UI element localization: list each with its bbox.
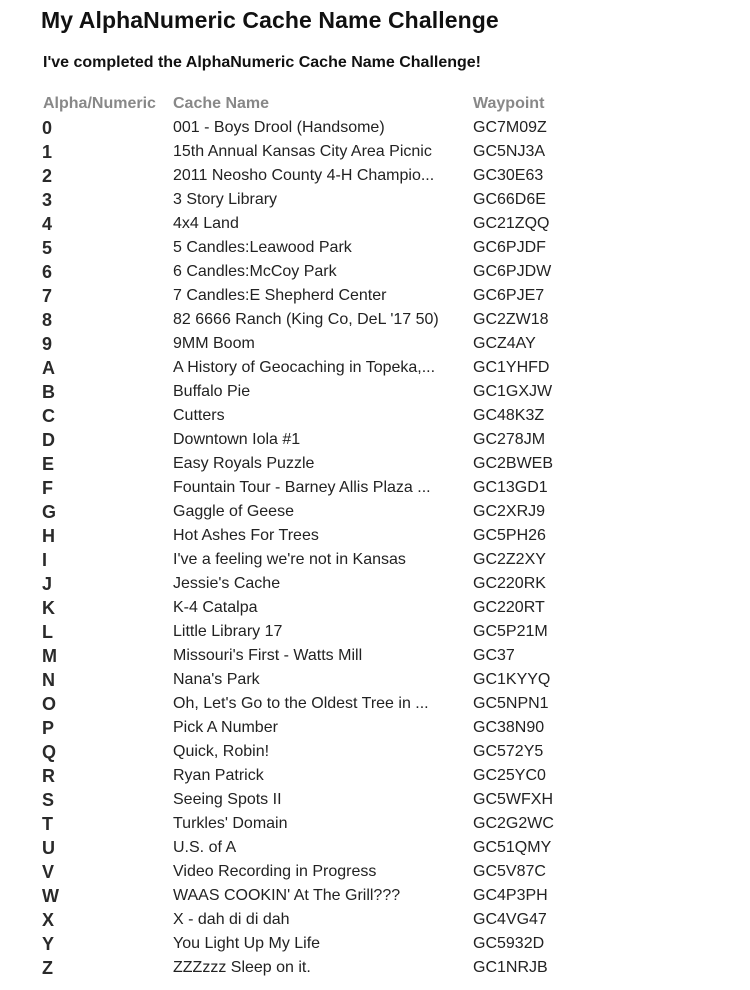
row-waypoint: GCZ4AY bbox=[473, 335, 536, 352]
table-row bbox=[0, 404, 750, 428]
row-character: 1 bbox=[42, 142, 53, 162]
row-waypoint: GC6PJDF bbox=[473, 239, 546, 256]
row-waypoint: GC5PH26 bbox=[473, 527, 546, 544]
row-character: 0 bbox=[42, 118, 53, 138]
row-cache-name: You Light Up My Life bbox=[173, 935, 321, 952]
cache-table-body bbox=[0, 116, 750, 980]
row-character: A bbox=[42, 358, 55, 378]
table-row bbox=[0, 716, 750, 740]
table-row bbox=[0, 380, 750, 404]
row-character: S bbox=[42, 790, 55, 810]
row-waypoint: GC7M09Z bbox=[473, 119, 547, 136]
row-character: O bbox=[42, 694, 57, 714]
row-cache-name: ZZZzzz Sleep on it. bbox=[173, 959, 311, 976]
row-cache-name: X - dah di di dah bbox=[173, 911, 290, 928]
row-cache-name: 9MM Boom bbox=[173, 335, 255, 352]
row-cache-name: Fountain Tour - Barney Allis Plaza ... bbox=[173, 479, 431, 496]
row-cache-name: Missouri's First - Watts Mill bbox=[173, 647, 363, 664]
row-waypoint: GC2XRJ9 bbox=[473, 503, 546, 520]
row-cache-name: Little Library 17 bbox=[173, 623, 283, 640]
row-character: 8 bbox=[42, 310, 53, 330]
row-cache-name: U.S. of A bbox=[173, 839, 237, 856]
row-character: I bbox=[42, 550, 48, 570]
row-cache-name: 6 Candles:McCoy Park bbox=[173, 263, 337, 280]
table-row bbox=[0, 356, 750, 380]
row-waypoint: GC1GXJW bbox=[473, 383, 553, 400]
table-row bbox=[0, 932, 750, 956]
row-waypoint: GC5932D bbox=[473, 935, 545, 952]
header-cache-name: Cache Name bbox=[173, 95, 270, 112]
row-cache-name: A History of Geocaching in Topeka,... bbox=[173, 359, 436, 376]
row-character: U bbox=[42, 838, 55, 858]
row-character: 4 bbox=[42, 214, 53, 234]
row-cache-name: Downtown Iola #1 bbox=[173, 431, 301, 448]
row-waypoint: GC1KYYQ bbox=[473, 671, 551, 688]
row-character: Y bbox=[42, 934, 55, 954]
row-cache-name: 3 Story Library bbox=[173, 191, 278, 208]
row-cache-name: Jessie's Cache bbox=[173, 575, 281, 592]
row-cache-name: Cutters bbox=[173, 407, 225, 424]
row-cache-name: Gaggle of Geese bbox=[173, 503, 294, 520]
row-character: E bbox=[42, 454, 55, 474]
table-row bbox=[0, 956, 750, 980]
row-character: 2 bbox=[42, 166, 53, 186]
row-character: R bbox=[42, 766, 55, 786]
row-waypoint: GC6PJDW bbox=[473, 263, 552, 280]
row-waypoint: GC13GD1 bbox=[473, 479, 548, 496]
row-cache-name: K-4 Catalpa bbox=[173, 599, 258, 616]
row-character: D bbox=[42, 430, 55, 450]
table-row bbox=[0, 740, 750, 764]
row-character: T bbox=[42, 814, 53, 834]
table-row bbox=[0, 884, 750, 908]
table-row bbox=[0, 524, 750, 548]
row-character: M bbox=[42, 646, 57, 666]
row-waypoint: GC5NPN1 bbox=[473, 695, 549, 712]
page-title: My AlphaNumeric Cache Name Challenge bbox=[41, 7, 499, 33]
row-waypoint: GC5WFXH bbox=[473, 791, 553, 808]
row-waypoint: GC5NJ3A bbox=[473, 143, 546, 160]
row-cache-name: I've a feeling we're not in Kansas bbox=[173, 551, 406, 568]
table-header bbox=[0, 94, 750, 114]
table-row bbox=[0, 428, 750, 452]
row-character: Q bbox=[42, 742, 57, 762]
table-row bbox=[0, 212, 750, 236]
row-cache-name: 2011 Neosho County 4-H Champio... bbox=[173, 167, 435, 184]
table-row bbox=[0, 188, 750, 212]
row-waypoint: GC48K3Z bbox=[473, 407, 545, 424]
row-waypoint: GC38N90 bbox=[473, 719, 545, 736]
table-row bbox=[0, 500, 750, 524]
row-character: L bbox=[42, 622, 53, 642]
table-row bbox=[0, 668, 750, 692]
row-cache-name: 5 Candles:Leawood Park bbox=[173, 239, 352, 256]
row-waypoint: GC25YC0 bbox=[473, 767, 546, 784]
table-row bbox=[0, 788, 750, 812]
table-row bbox=[0, 644, 750, 668]
row-cache-name: Seeing Spots II bbox=[173, 791, 282, 808]
header-alpha-numeric: Alpha/Numeric bbox=[43, 95, 156, 112]
row-character: F bbox=[42, 478, 53, 498]
row-character: 5 bbox=[42, 238, 53, 258]
row-character: G bbox=[42, 502, 57, 522]
row-waypoint: GC21ZQQ bbox=[473, 215, 550, 232]
row-cache-name: 7 Candles:E Shepherd Center bbox=[173, 287, 387, 304]
table-row bbox=[0, 548, 750, 572]
row-waypoint: GC30E63 bbox=[473, 167, 544, 184]
row-cache-name: Turkles' Domain bbox=[173, 815, 288, 832]
row-character: K bbox=[42, 598, 55, 618]
row-cache-name: Buffalo Pie bbox=[173, 383, 251, 400]
row-cache-name: Nana's Park bbox=[173, 671, 260, 688]
row-character: 7 bbox=[42, 286, 53, 306]
table-row bbox=[0, 308, 750, 332]
row-character: 6 bbox=[42, 262, 53, 282]
row-waypoint: GC2BWEB bbox=[473, 455, 554, 472]
table-row bbox=[0, 860, 750, 884]
row-cache-name: Quick, Robin! bbox=[173, 743, 270, 760]
row-waypoint: GC572Y5 bbox=[473, 743, 544, 760]
row-character: V bbox=[42, 862, 55, 882]
table-row bbox=[0, 164, 750, 188]
table-row bbox=[0, 236, 750, 260]
table-row bbox=[0, 140, 750, 164]
row-waypoint: GC6PJE7 bbox=[473, 287, 545, 304]
table-row bbox=[0, 452, 750, 476]
row-cache-name: Easy Royals Puzzle bbox=[173, 455, 315, 472]
table-row bbox=[0, 812, 750, 836]
row-cache-name: 82 6666 Ranch (King Co, DeL '17 50) bbox=[173, 311, 439, 328]
table-row bbox=[0, 476, 750, 500]
row-character: W bbox=[42, 886, 59, 906]
row-waypoint: GC5P21M bbox=[473, 623, 548, 640]
row-waypoint: GC1YHFD bbox=[473, 359, 550, 376]
row-waypoint: GC5V87C bbox=[473, 863, 546, 880]
row-waypoint: GC1NRJB bbox=[473, 959, 548, 976]
row-waypoint: GC37 bbox=[473, 647, 515, 664]
row-cache-name: 4x4 Land bbox=[173, 215, 239, 232]
row-cache-name: Ryan Patrick bbox=[173, 767, 264, 784]
table-row bbox=[0, 692, 750, 716]
row-waypoint: GC220RK bbox=[473, 575, 546, 592]
row-character: J bbox=[42, 574, 53, 594]
row-cache-name: Video Recording in Progress bbox=[173, 863, 377, 880]
row-waypoint: GC66D6E bbox=[473, 191, 546, 208]
row-cache-name: Oh, Let's Go to the Oldest Tree in ... bbox=[173, 695, 429, 712]
table-row bbox=[0, 764, 750, 788]
table-row bbox=[0, 116, 750, 140]
row-character: P bbox=[42, 718, 55, 738]
row-character: H bbox=[42, 526, 55, 546]
row-character: N bbox=[42, 670, 55, 690]
row-character: C bbox=[42, 406, 55, 426]
table-row bbox=[0, 620, 750, 644]
row-waypoint: GC278JM bbox=[473, 431, 546, 448]
row-cache-name: 15th Annual Kansas City Area Picnic bbox=[173, 143, 432, 160]
table-row bbox=[0, 332, 750, 356]
page-subtitle: I've completed the AlphaNumeric Cache Name Challenge! bbox=[43, 54, 481, 71]
row-cache-name: 001 - Boys Drool (Handsome) bbox=[173, 119, 385, 136]
row-waypoint: GC2ZW18 bbox=[473, 311, 549, 328]
row-cache-name: Pick A Number bbox=[173, 719, 278, 736]
row-character: 3 bbox=[42, 190, 53, 210]
row-waypoint: GC51QMY bbox=[473, 839, 552, 856]
table-row bbox=[0, 596, 750, 620]
table-row bbox=[0, 836, 750, 860]
table-row bbox=[0, 260, 750, 284]
table-row bbox=[0, 284, 750, 308]
row-character: B bbox=[42, 382, 55, 402]
row-cache-name: Hot Ashes For Trees bbox=[173, 527, 319, 544]
row-character: X bbox=[42, 910, 55, 930]
row-character: 9 bbox=[42, 334, 53, 354]
row-character: Z bbox=[42, 958, 53, 978]
row-waypoint: GC4VG47 bbox=[473, 911, 547, 928]
row-waypoint: GC220RT bbox=[473, 599, 545, 616]
row-cache-name: WAAS COOKIN' At The Grill??? bbox=[173, 887, 401, 904]
table-row bbox=[0, 908, 750, 932]
row-waypoint: GC4P3PH bbox=[473, 887, 548, 904]
row-waypoint: GC2G2WC bbox=[473, 815, 554, 832]
header-waypoint: Waypoint bbox=[473, 95, 545, 112]
table-row bbox=[0, 572, 750, 596]
row-waypoint: GC2Z2XY bbox=[473, 551, 546, 568]
